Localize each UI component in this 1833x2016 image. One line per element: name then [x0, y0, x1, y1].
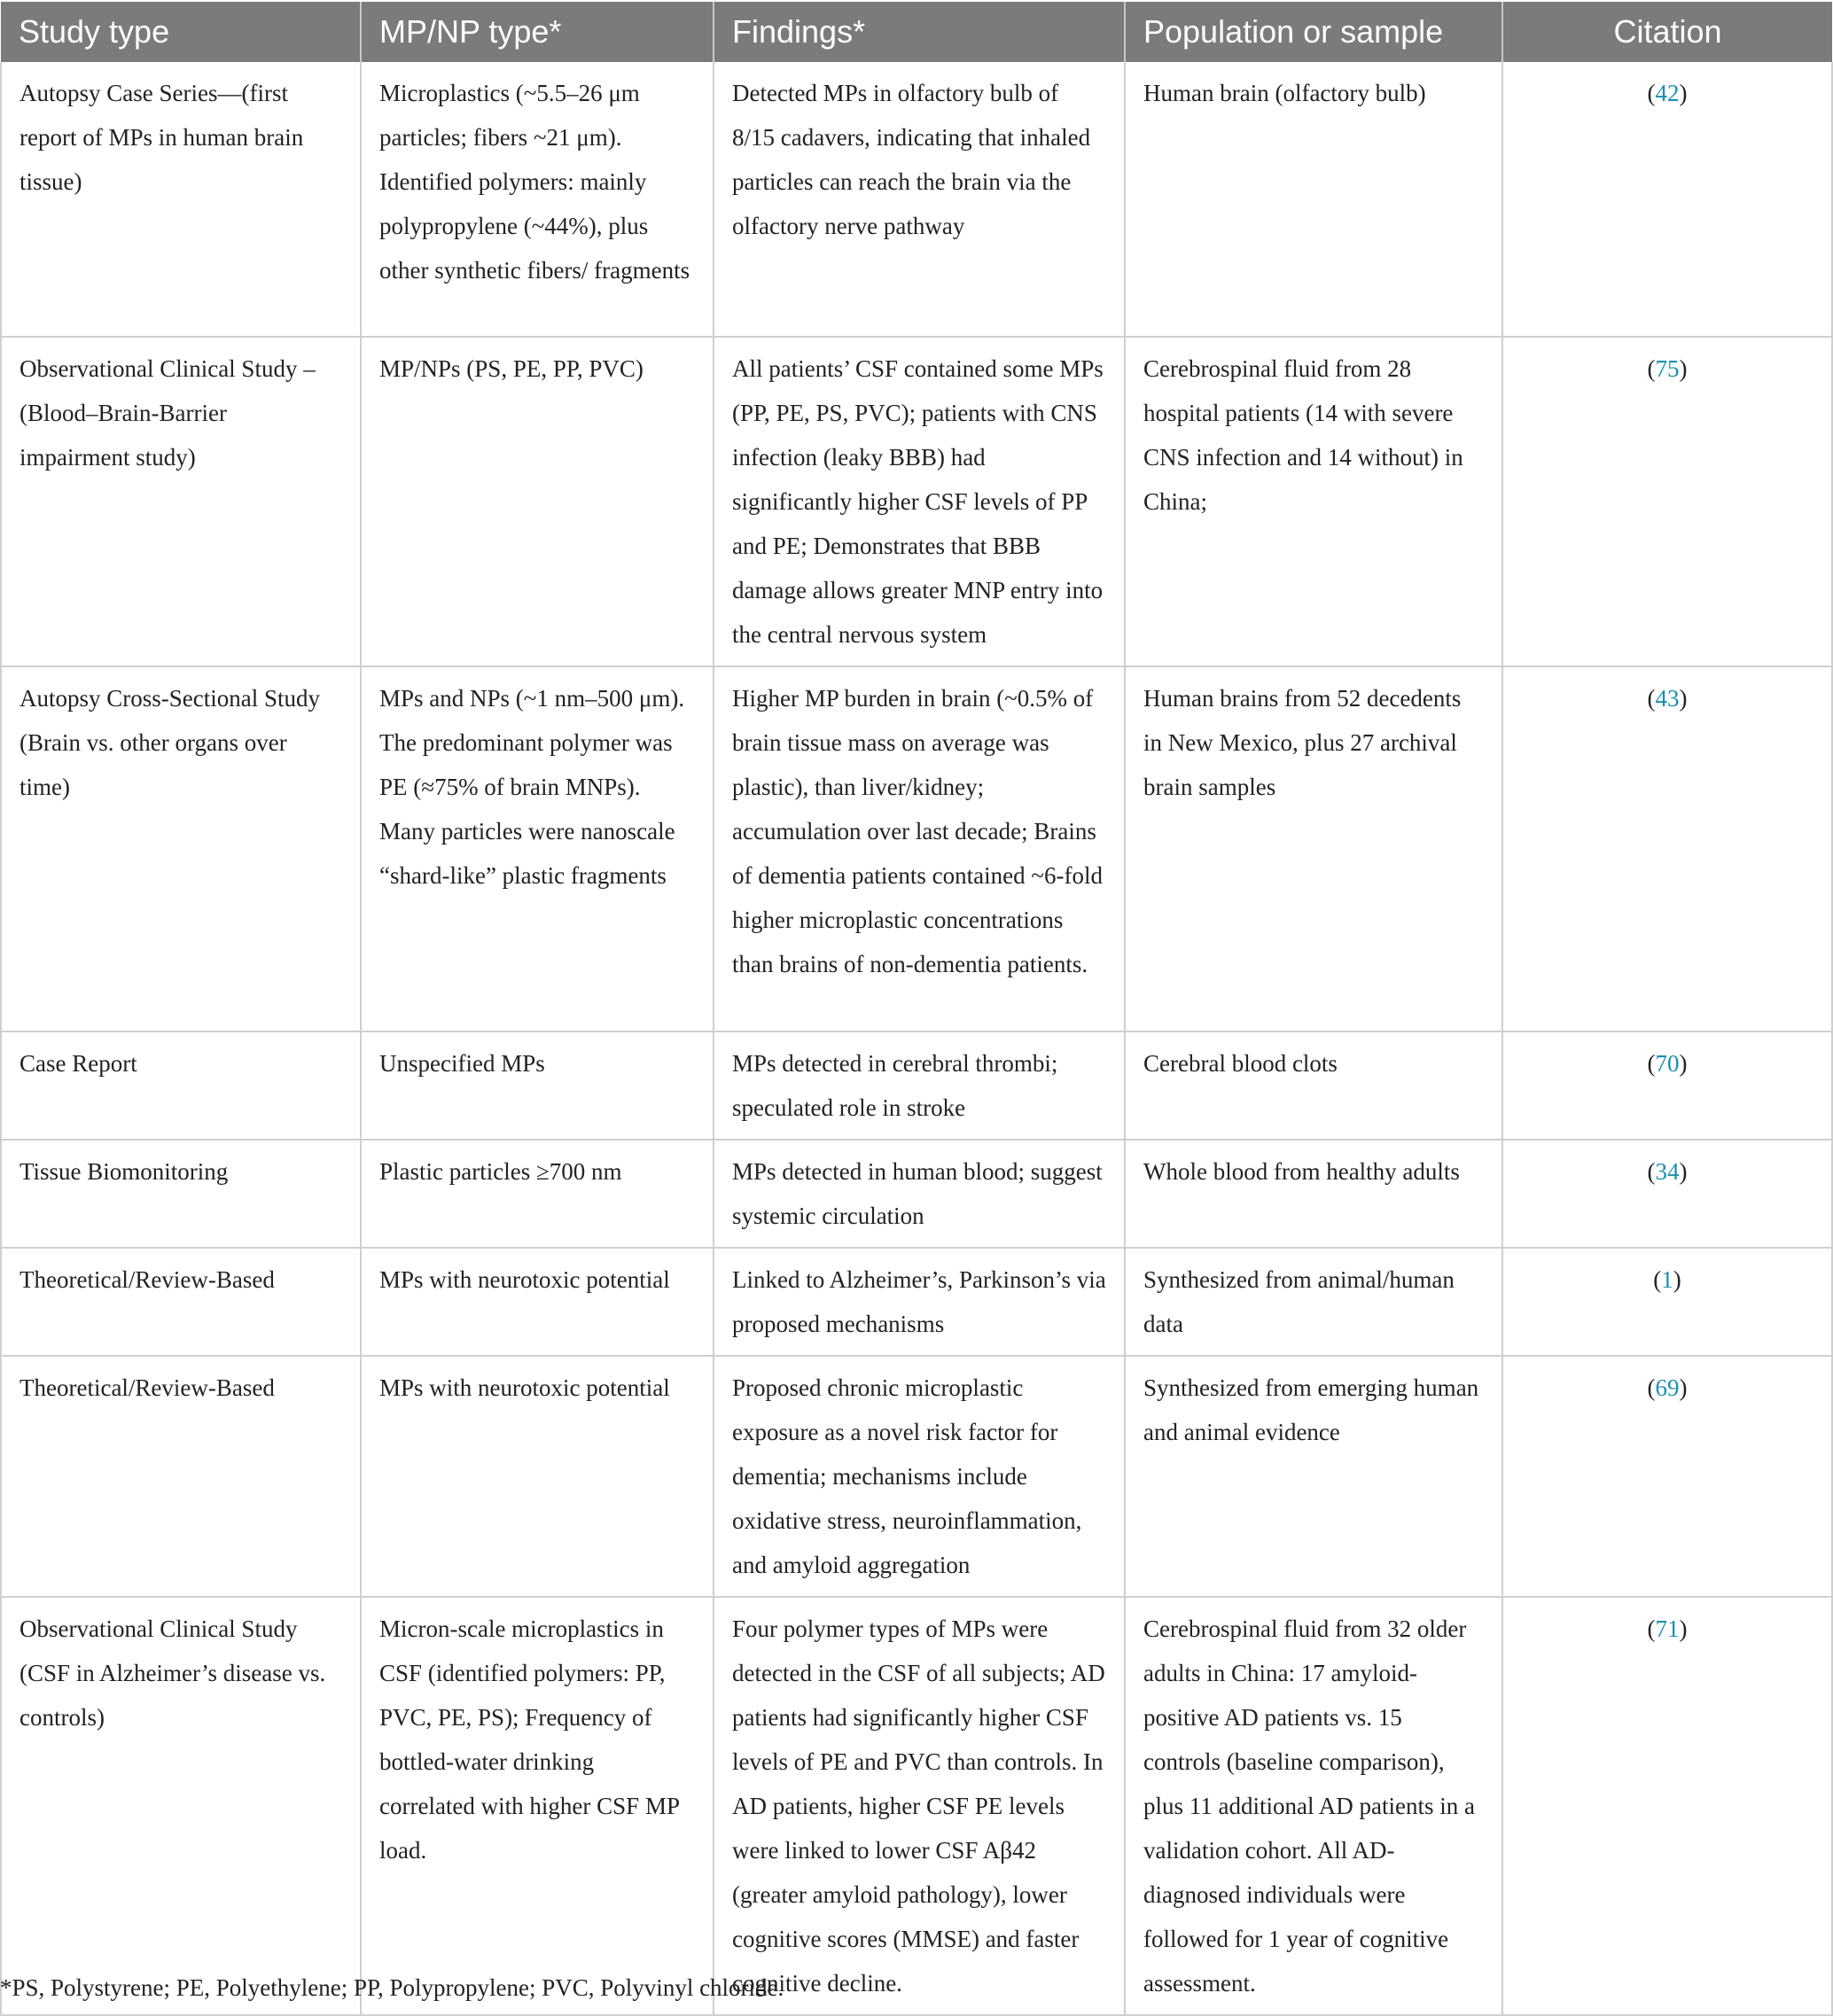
- cell-mp-np-type: MPs with neurotoxic potential: [361, 1248, 714, 1356]
- cell-study-type: Observational Clinical Study – (Blood–Brain-Barrier impairment study): [1, 337, 361, 666]
- citation-link[interactable]: 42: [1655, 80, 1680, 106]
- cell-population: Whole blood from healthy adults: [1125, 1140, 1502, 1248]
- cell-mp-np-type: MP/NPs (PS, PE, PP, PVC): [361, 337, 714, 666]
- table-row: [1, 1248, 1832, 1356]
- table-row: [1, 1597, 1832, 2015]
- table-header-row: [1, 2, 1832, 62]
- header-findings: Findings*: [714, 2, 1125, 62]
- cell-mp-np-type: Micron-scale microplastics in CSF (identified polymers: PP, PVC, PE, PS); Frequency of bottled-water drinking correlated with higher CSF MP load.: [361, 1597, 714, 2015]
- table-row: [1, 337, 1832, 666]
- header-mp-np-type: MP/NP type*: [361, 2, 714, 62]
- table-row: [1, 666, 1832, 1031]
- citation-link[interactable]: 70: [1655, 1050, 1680, 1077]
- cell-population: Human brains from 52 decedents in New Mexico, plus 27 archival brain samples: [1125, 666, 1502, 1031]
- cell-citation: (43): [1502, 666, 1832, 1031]
- citation-link[interactable]: 43: [1655, 685, 1680, 712]
- cell-study-type: Case Report: [1, 1031, 361, 1140]
- header-study-type: Study type: [1, 2, 361, 62]
- cell-population: Synthesized from emerging human and animal evidence: [1125, 1356, 1502, 1597]
- cell-findings: Four polymer types of MPs were detected in the CSF of all subjects; AD patients had significantly higher CSF levels of PE and PVC than controls. In AD patients, higher CSF PE levels were linked to lower CSF Aβ42 (greater amyloid pathology), lower cognitive scores (MMSE) and faster cognitive decline.: [714, 1597, 1125, 2015]
- table-row: [1, 62, 1832, 337]
- cell-study-type: Observational Clinical Study (CSF in Alzheimer’s disease vs. controls): [1, 1597, 361, 2015]
- cell-citation: (1): [1502, 1248, 1832, 1356]
- cell-citation: (75): [1502, 337, 1832, 666]
- studies-table: [0, 2, 1833, 2016]
- cell-findings: Higher MP burden in brain (~0.5% of brain tissue mass on average was plastic), than liver/kidney; accumulation over last decade; Brains of dementia patients contained ~6-fold higher microplastic concentrations than brains of non-dementia patients.: [714, 666, 1125, 1031]
- table-footnote: *PS, Polystyrene; PE, Polyethylene; PP, Polypropylene; PVC, Polyvinyl chloride.: [0, 1974, 784, 2001]
- cell-findings: MPs detected in human blood; suggest systemic circulation: [714, 1140, 1125, 1248]
- cell-population: Cerebrospinal fluid from 32 older adults in China: 17 amyloid-positive AD patients vs. 15 controls (baseline comparison), plus 11 additional AD patients in a validation cohort. All AD-diagnosed individuals were followed for 1 year of cognitive assessment.: [1125, 1597, 1502, 2015]
- cell-study-type: Autopsy Cross-Sectional Study (Brain vs. other organs over time): [1, 666, 361, 1031]
- cell-findings: All patients’ CSF contained some MPs (PP, PE, PS, PVC); patients with CNS infection (leaky BBB) had significantly higher CSF levels of PP and PE; Demonstrates that BBB damage allows greater MNP entry into the central nervous system: [714, 337, 1125, 666]
- cell-findings: Detected MPs in olfactory bulb of 8/15 cadavers, indicating that inhaled particles can reach the brain via the olfactory nerve pathway: [714, 62, 1125, 337]
- cell-population: Synthesized from animal/human data: [1125, 1248, 1502, 1356]
- citation-link[interactable]: 71: [1655, 1615, 1680, 1642]
- cell-population: Human brain (olfactory bulb): [1125, 62, 1502, 337]
- citation-link[interactable]: 1: [1661, 1266, 1673, 1293]
- cell-citation: (34): [1502, 1140, 1832, 1248]
- cell-population: Cerebrospinal fluid from 28 hospital patients (14 with severe CNS infection and 14 without) in China;: [1125, 337, 1502, 666]
- cell-study-type: Theoretical/Review-Based: [1, 1356, 361, 1597]
- header-citation: Citation: [1502, 2, 1832, 62]
- cell-findings: Proposed chronic microplastic exposure as a novel risk factor for dementia; mechanisms include oxidative stress, neuroinflammation, and amyloid aggregation: [714, 1356, 1125, 1597]
- header-population: Population or sample: [1125, 2, 1502, 62]
- cell-study-type: Theoretical/Review-Based: [1, 1248, 361, 1356]
- cell-citation: (42): [1502, 62, 1832, 337]
- cell-findings: Linked to Alzheimer’s, Parkinson’s via proposed mechanisms: [714, 1248, 1125, 1356]
- table-row: [1, 1356, 1832, 1597]
- cell-mp-np-type: MPs and NPs (~1 nm–500 μm). The predominant polymer was PE (≈75% of brain MNPs). Many particles were nanoscale “shard-like” plastic fragments: [361, 666, 714, 1031]
- table-row: [1, 1031, 1832, 1140]
- citation-link[interactable]: 34: [1655, 1158, 1680, 1185]
- cell-mp-np-type: MPs with neurotoxic potential: [361, 1356, 714, 1597]
- cell-citation: (69): [1502, 1356, 1832, 1597]
- cell-mp-np-type: Unspecified MPs: [361, 1031, 714, 1140]
- cell-study-type: Tissue Biomonitoring: [1, 1140, 361, 1248]
- cell-findings: MPs detected in cerebral thrombi; speculated role in stroke: [714, 1031, 1125, 1140]
- cell-study-type: Autopsy Case Series—(first report of MPs in human brain tissue): [1, 62, 361, 337]
- citation-link[interactable]: 69: [1655, 1374, 1680, 1401]
- cell-mp-np-type: Microplastics (~5.5–26 μm particles; fibers ~21 μm). Identified polymers: mainly polypropylene (~44%), plus other synthetic fibers/ fragments: [361, 62, 714, 337]
- cell-population: Cerebral blood clots: [1125, 1031, 1502, 1140]
- cell-citation: (71): [1502, 1597, 1832, 2015]
- cell-mp-np-type: Plastic particles ≥700 nm: [361, 1140, 714, 1248]
- citation-link[interactable]: 75: [1655, 355, 1680, 382]
- table-row: [1, 1140, 1832, 1248]
- cell-citation: (70): [1502, 1031, 1832, 1140]
